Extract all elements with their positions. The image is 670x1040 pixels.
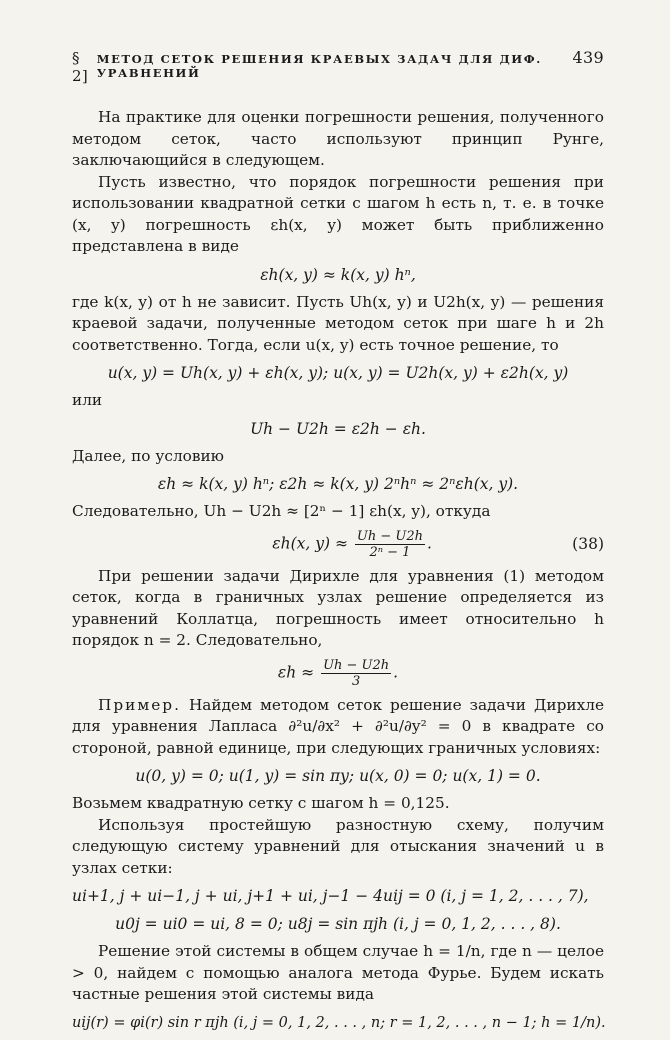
example-text: Найдем методом сеток решение задачи Дирихле для уравнения Лапласа ∂²u/∂x² + ∂²u/∂y² = 0 в квадрате со стороной, равной единице, при следующих граничных условиях: xyxy=(72,695,604,757)
paragraph-7 xyxy=(72,695,604,760)
equation-error-lhs: εh ≈ xyxy=(277,663,315,681)
paragraph-2: Пусть известно, что порядок погрешности решения при использовании квадратной сетки с шагом h есть n, т. е. в точке (x, y) погрешность εh(x, y) может быть приближенно представлена в виде xyxy=(72,172,604,255)
page-number: 439 xyxy=(572,48,604,67)
example-label: Пример. xyxy=(98,695,181,714)
equation-tag: (38) xyxy=(572,535,604,553)
running-header xyxy=(72,48,604,85)
paragraph-9: Используя простейшую разностную схему, получим следующую систему уравнений для отыскания значений u в узлах сетки: xyxy=(72,815,604,877)
header-title: МЕТОД СЕТОК РЕШЕНИЯ КРАЕВЫХ ЗАДАЧ ДЛЯ ДИФ. УРАВНЕНИЙ xyxy=(96,52,542,80)
equation-system-2: u0j = ui0 = ui, 8 = 0; u8j = sin πjh (i, j = 0, 1, 2, . . . , 8). xyxy=(115,915,561,933)
page xyxy=(72,48,604,1040)
paragraph-6: При решении задачи Дирихле для уравнения (1) методом сеток, когда в граничных узлах решение определяется из уравнений Коллатца, погрешность имеет относительно h порядок n = 2. Следовательно, xyxy=(72,566,604,649)
equation-system-1: ui+1, j + ui−1, j + ui, j+1 + ui, j−1 − 4uij = 0 (i, j = 1, 2, . . . , 7), xyxy=(72,887,589,905)
equation-boundary: u(0, y) = 0; u(1, y) = sin πy; u(x, 0) = 0; u(x, 1) = 0. xyxy=(135,767,541,785)
equation-error: εh ≈ $\frac{Uh - U2h}{3}$ . xyxy=(277,657,399,689)
equation-1: εh(x, y) ≈ k(x, y) hⁿ, xyxy=(260,265,416,284)
equation-38-fraction xyxy=(355,529,425,560)
equation-38-body: εh(x, y) ≈ $\frac{Uh - U2h}{\text{2ⁿ − 1}}$ . xyxy=(272,528,432,560)
equation-error-numerator: Uh − U2h xyxy=(323,657,390,673)
equation-4: εh ≈ k(x, y) hⁿ; ε2h ≈ k(x, y) 2ⁿhⁿ ≈ 2ⁿεh(x, y). xyxy=(157,475,519,493)
paragraph-1: На практике для оценки погрешности решения, полученного методом сеток, часто используют принцип Рунге, заключающийся в следующем. xyxy=(72,108,604,169)
equation-3: Uh − U2h = ε2h − εh. xyxy=(250,419,426,438)
equation-38-lhs: εh(x, y) ≈ xyxy=(272,534,348,552)
paragraph-4: Далее, по условию xyxy=(72,446,224,465)
section-mark: § 2] xyxy=(72,49,88,85)
equation-38 xyxy=(72,529,604,560)
paragraph-10: Решение этой системы в общем случае h = 1/n, где n — целое > 0, найдем с помощью аналога метода Фурье. Будем искать частные решения этой системы вида xyxy=(72,942,604,1003)
equation-error-fraction xyxy=(321,658,391,689)
equation-38-denominator: 2ⁿ − 1 xyxy=(369,544,411,560)
equation-error-denominator: 3 xyxy=(351,673,361,689)
paragraph-3: где k(x, y) от h не зависит. Пусть Uh(x, y) и U2h(x, y) — решения краевой задачи, полученные методом сеток при шаге h и 2h соответственно. Тогда, если u(x, y) есть точное решение, то xyxy=(72,292,604,354)
paragraph-5: Следовательно, Uh − U2h ≈ [2ⁿ − 1] εh(x, y), откуда xyxy=(72,502,491,520)
equation-38-numerator: Uh − U2h xyxy=(356,528,423,544)
equation-particular: uij(r) = φi(r) sin r πjh (i, j = 0, 1, 2, . . . , n; r = 1, 2, . . . , n − 1; h = 1/n). xyxy=(72,1014,606,1031)
paragraph-8: Возьмем квадратную сетку с шагом h = 0,125. xyxy=(72,794,450,812)
word-or: или xyxy=(72,391,103,409)
equation-2: u(x, y) = Uh(x, y) + εh(x, y); u(x, y) = U2h(x, y) + ε2h(x, y) xyxy=(107,364,569,382)
